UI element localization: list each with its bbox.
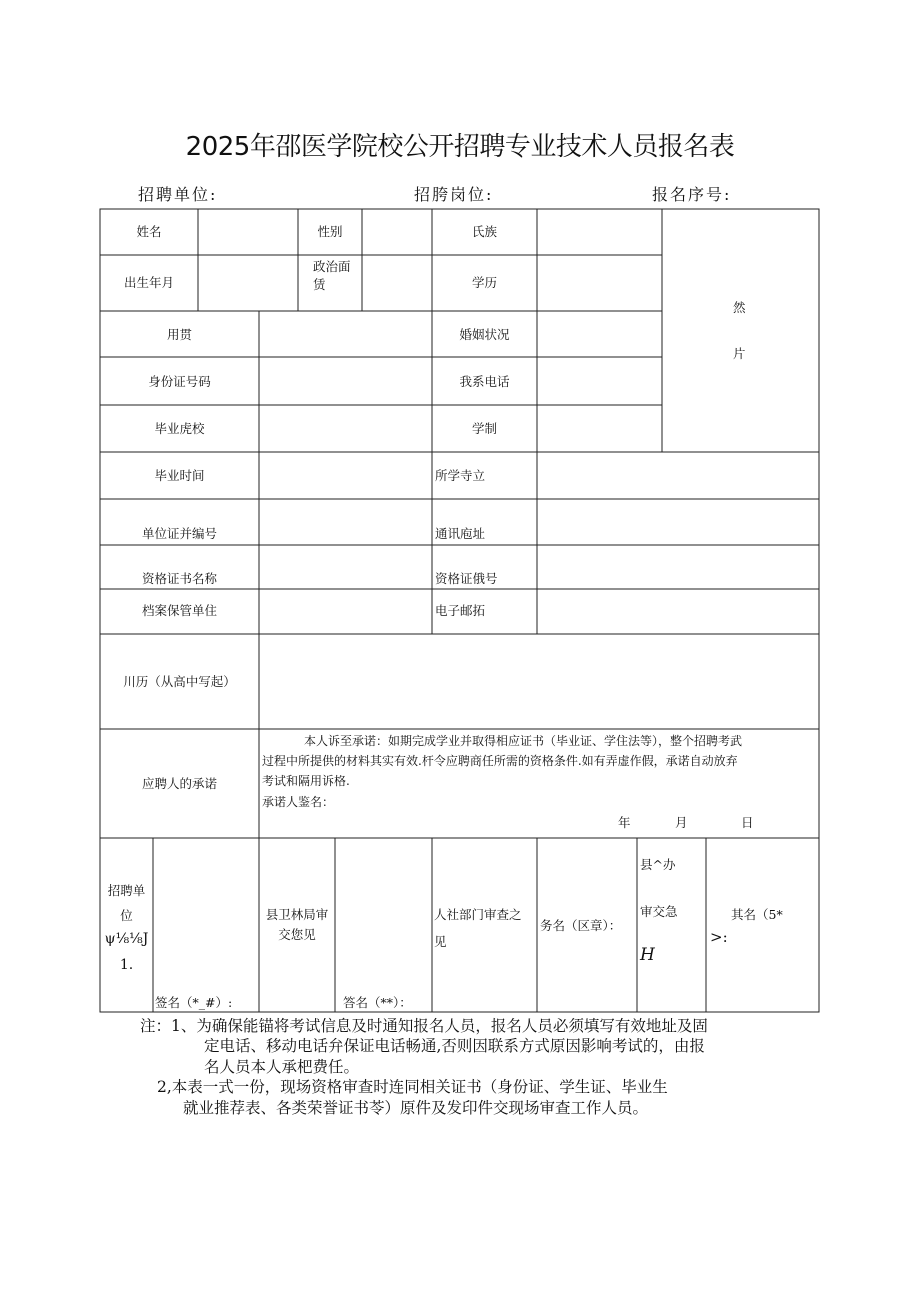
page-title: 2025年邵医学院校公开招聘专业技术人员报名表	[185, 132, 735, 162]
day-label: 日	[741, 815, 754, 830]
county-office-label: 县^办	[640, 857, 676, 872]
commitment-text-2: 过程中所提供的材料其实有效.杆令应聘商任所需的资格条件.如有弄虚作假，承诺自动放弃	[262, 754, 738, 768]
hr-department-label: 人社部门审查之	[434, 907, 522, 922]
unit-review-label-3: ψ⅛⅛J	[104, 931, 149, 947]
ethnicity-label: 氏族	[471, 224, 497, 239]
study-duration-label: 学制	[471, 421, 497, 436]
certificate-number-label: 单位证并编号	[141, 526, 217, 541]
unit-review-label-4: 1.	[119, 957, 134, 973]
qualification-name-label: 资格证书名称	[141, 571, 217, 586]
commitment-text-1: 本人诉至承诺：如期完成学业并取得相应证书（毕业证、学住法等），整个招聘考武	[304, 734, 743, 748]
county-signature-label: 其名（5*	[731, 907, 783, 922]
note-1-line-2: 定电话、移动电话弁保证电话畅通,否则因联系方式原因影响考试的，由报	[204, 1037, 705, 1056]
archive-unit-label: 档案保管单住	[141, 603, 217, 618]
recruit-unit-label: 招聘单位:	[138, 185, 218, 204]
birth-date-label: 出生年月	[123, 275, 174, 290]
political-status-label-2: 赁	[313, 277, 326, 292]
note-1-line-1: 注：1、为确保能锚将考试信息及时通知报名人员，报名人员必须填写有效地址及固	[140, 1017, 708, 1035]
hr-signature-label: 务名（区章）：	[540, 918, 622, 933]
commitment-label: 应聘人的承诺	[141, 776, 217, 791]
hr-department-label-2: 见	[434, 934, 447, 949]
unit-review-label: 招聘单	[107, 883, 146, 898]
recruit-position-label: 招胯岗位:	[414, 185, 494, 204]
commitment-text-3: 考试和隔用诉格.	[262, 774, 350, 788]
school-label: 毕业虎校	[154, 421, 205, 436]
county-signature-label-2: >:	[710, 928, 728, 946]
graduation-time-label: 毕业时间	[154, 468, 205, 483]
marital-status-label: 婚姻状况	[459, 327, 510, 342]
id-number-label: 身份证号码	[148, 374, 211, 389]
qualification-number-label: 资格证俄号	[435, 571, 498, 586]
note-2-line-2: 就业推荐表、各类荣誉证书苓）原件及发印件交现场审查工作人员。	[183, 1098, 649, 1117]
month-label: 月	[675, 815, 688, 830]
note-1-line-3: 名人员本人承杷费任。	[204, 1057, 360, 1076]
political-status-label: 政治面	[313, 259, 351, 274]
commitment-signature-label: 承诺人鉴名：	[262, 795, 335, 809]
county-office-mark: H	[640, 945, 655, 965]
photo-label-2: 片	[733, 346, 746, 361]
year-label: 年	[618, 815, 631, 830]
health-signature-label: 答名（**）：	[343, 995, 412, 1010]
unit-signature-label: 签名（*_#）:	[155, 995, 233, 1010]
email-label: 电子邮拓	[435, 603, 486, 618]
serial-number-label: 报名序号:	[652, 185, 732, 204]
resume-label: 川历（从高中写起）	[123, 674, 236, 689]
health-bureau-label: 县卫林局审	[265, 907, 329, 922]
county-office-label-2: 审交急	[640, 904, 678, 919]
address-label: 通讯庖址	[435, 526, 486, 541]
note-2-line-1: 2,本表一式一份，现场资格审查时连同相关证书（身份证、学生证、毕业生	[157, 1078, 668, 1097]
photo-label: 然	[733, 300, 746, 315]
phone-label: 我系电话	[459, 374, 510, 389]
name-label: 姓名	[136, 224, 162, 239]
unit-review-label-2: 位	[120, 908, 133, 923]
major-label: 所学寺立	[435, 468, 486, 483]
native-place-label: 用贯	[166, 327, 192, 342]
notes-section	[140, 1016, 820, 1118]
education-label: 学历	[471, 275, 497, 290]
health-bureau-label-2: 交您见	[278, 927, 316, 942]
gender-label: 性别	[317, 224, 343, 239]
